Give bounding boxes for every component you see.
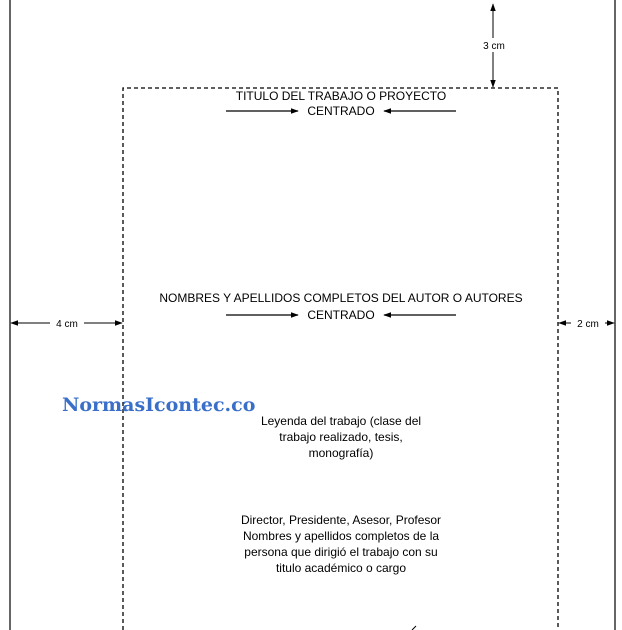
watermark-logo: NormasIcontec.co <box>62 394 256 416</box>
legend-line-3: monografía) <box>308 446 374 460</box>
director-line-2: Nombres y apellidos completos de la <box>242 529 440 543</box>
director-line-4: titulo académico o cargo <box>275 561 407 575</box>
title-centered-label: CENTRADO <box>307 104 375 118</box>
director-line-3: persona que dirigió el trabajo con su <box>244 545 438 559</box>
legend-line-1: Leyenda del trabajo (clase del <box>260 414 422 428</box>
left-margin-label: 4 cm <box>56 319 78 330</box>
director-line-1: Director, Presidente, Asesor, Profesor <box>240 513 442 527</box>
legend-line-2: trabajo realizado, tesis, <box>279 430 403 444</box>
top-margin-label: 3 cm <box>483 41 505 52</box>
author-text: NOMBRES Y APELLIDOS COMPLETOS DEL AUTOR O AUTORES <box>159 291 523 305</box>
cut-off-accent-mark <box>412 626 416 630</box>
title-text: TITULO DEL TRABAJO O PROYECTO <box>235 89 447 103</box>
right-margin-label: 2 cm <box>577 319 599 330</box>
author-centered-label: CENTRADO <box>307 308 375 322</box>
